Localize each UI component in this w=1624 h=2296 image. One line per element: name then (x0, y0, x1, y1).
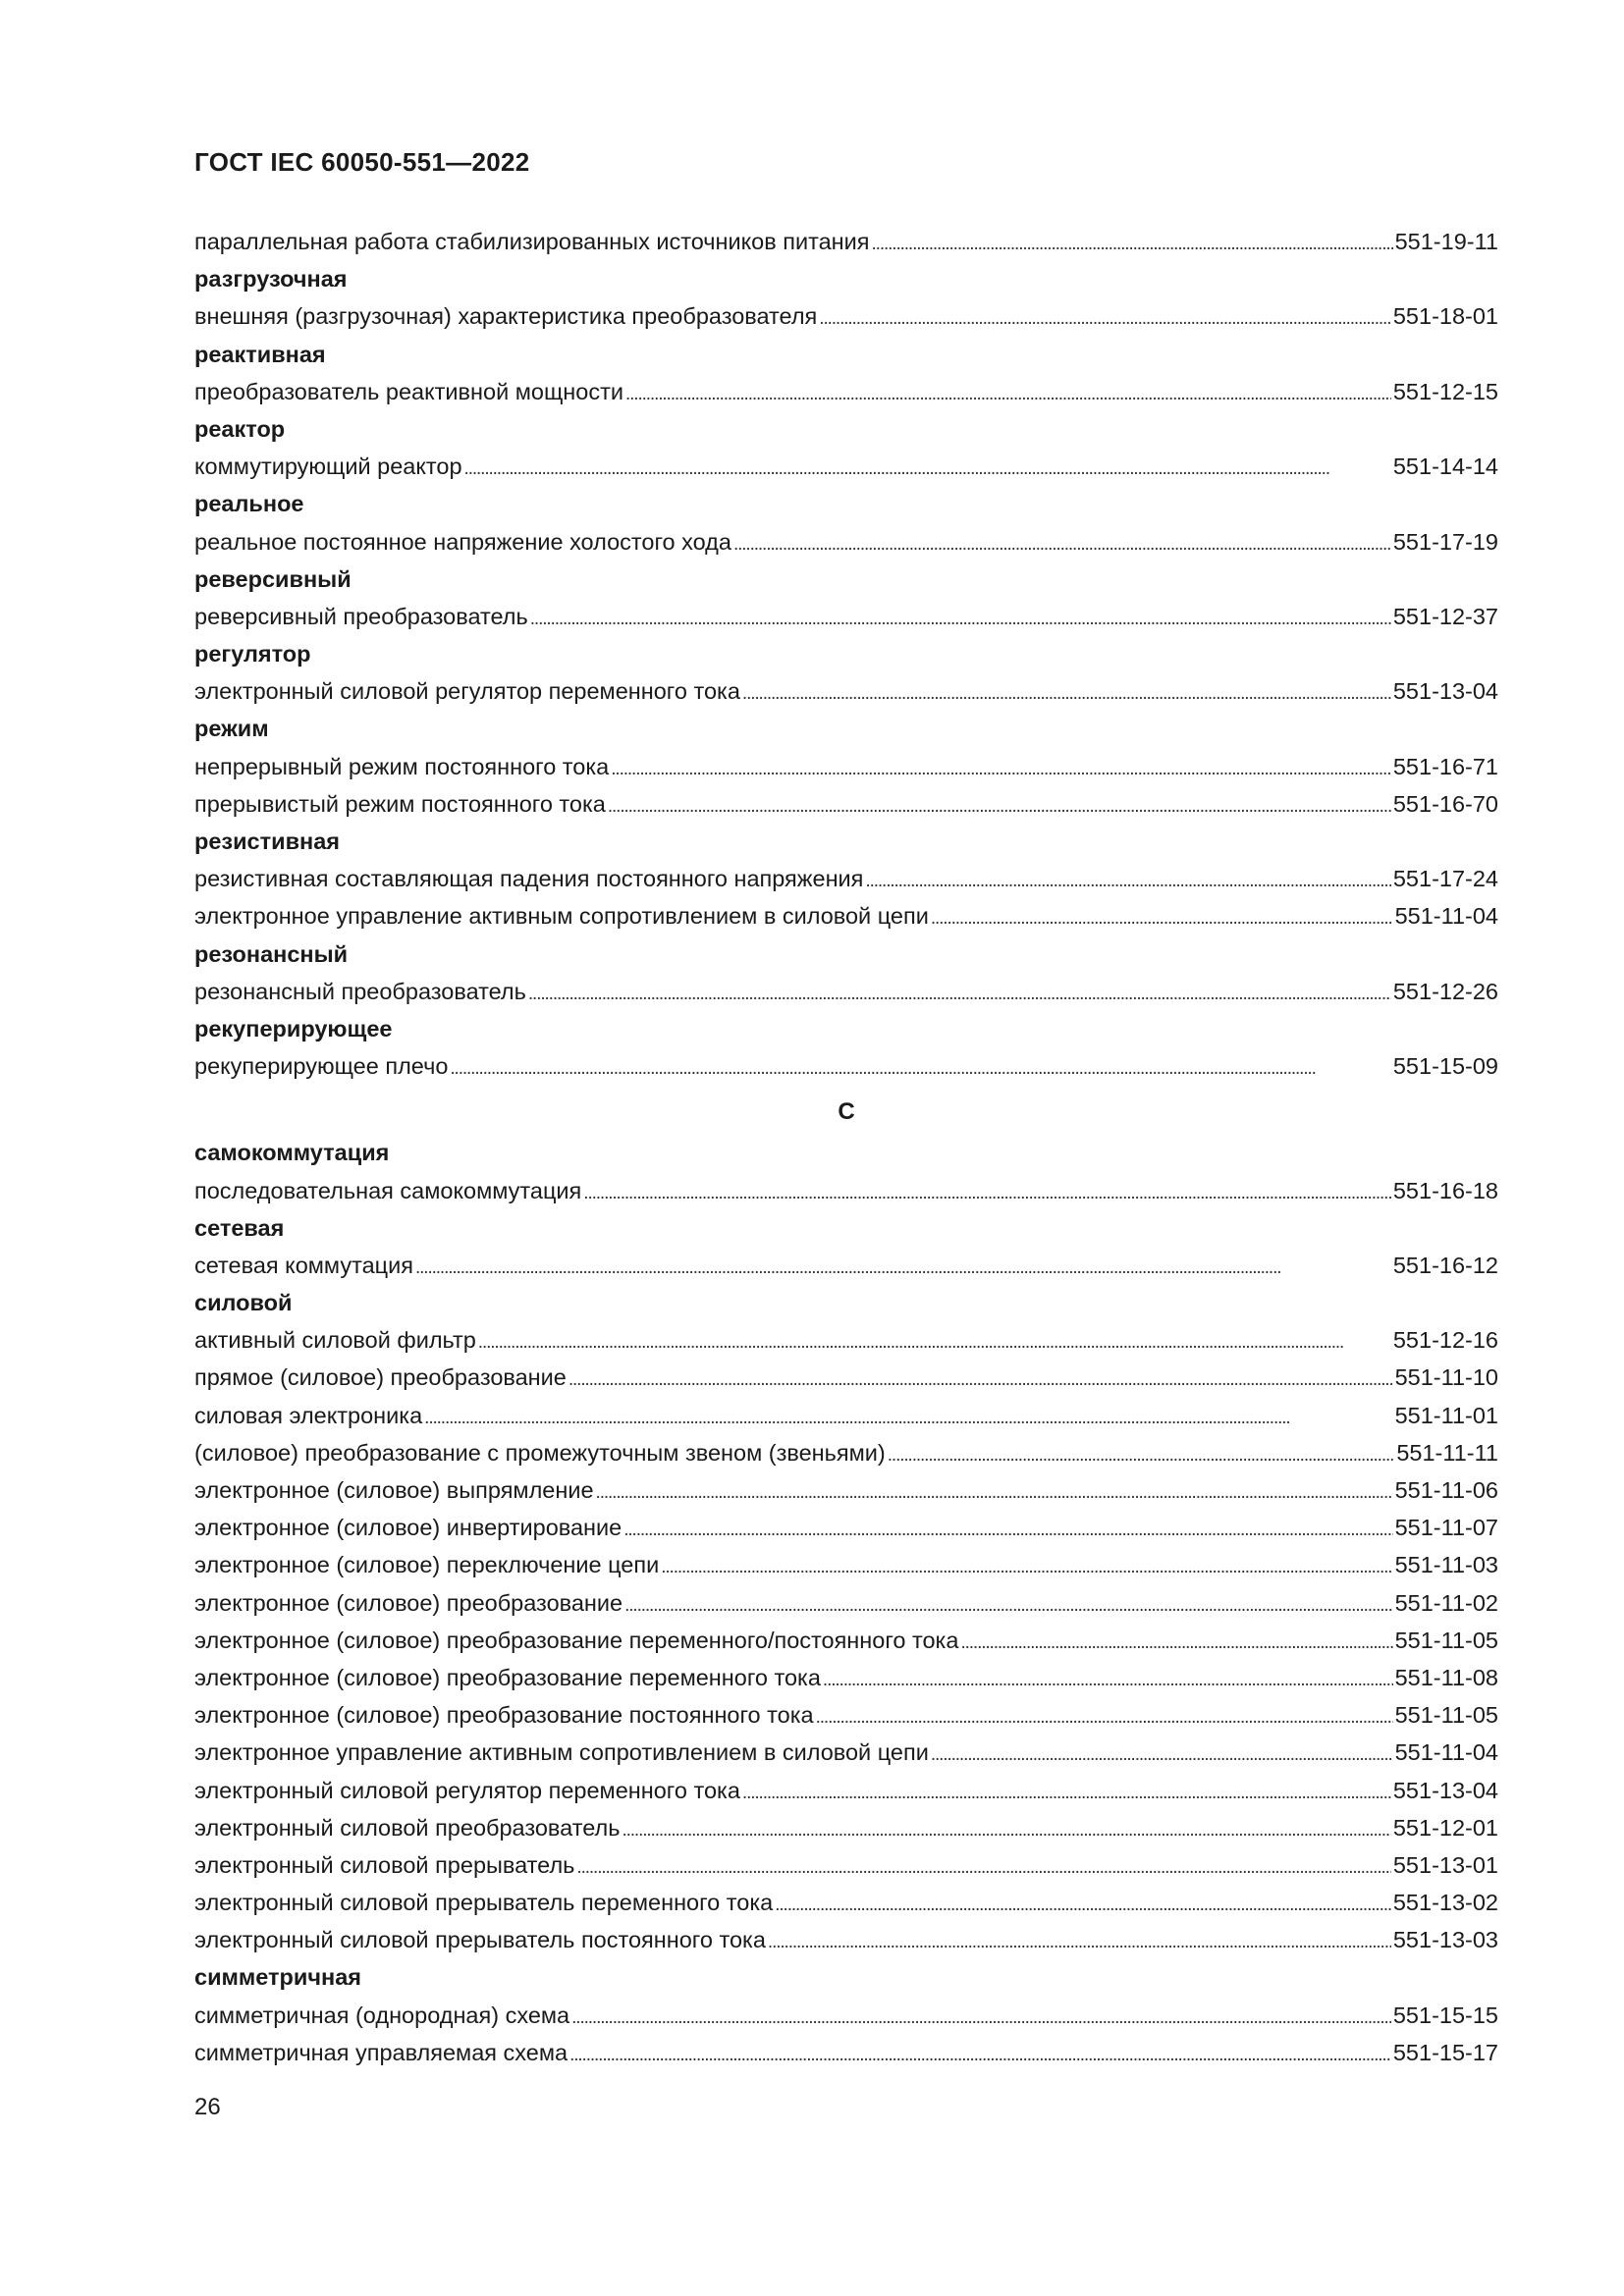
index-group-heading: сетевая (194, 1214, 285, 1241)
index-entry-reference: 551-19-11 (1394, 229, 1498, 254)
dot-leader (478, 1321, 1391, 1362)
index-entry-term: электронный силовой прерыватель постоянного тока (194, 1927, 766, 1953)
dot-leader (931, 897, 1393, 937)
index-entry-reference: 551-12-37 (1392, 603, 1498, 629)
index-entry-term: электронный силовой прерыватель (194, 1851, 575, 1878)
index-entry (194, 1172, 1498, 1209)
index-group-heading: реальное (194, 491, 304, 517)
dot-leader (464, 448, 1391, 488)
index-entry (194, 448, 1498, 485)
index-entry-term: электронное управление активным сопротивлением в силовой цепи (194, 903, 929, 930)
index-entry-reference: 551-17-24 (1392, 866, 1498, 892)
dot-leader (931, 1734, 1393, 1774)
dot-leader (415, 1247, 1391, 1287)
index-entry-term: последовательная самокоммутация (194, 1177, 582, 1203)
index-entry-reference: 551-16-12 (1392, 1252, 1498, 1278)
index-entry-reference: 551-11-01 (1394, 1402, 1498, 1428)
index-entry (194, 973, 1498, 1010)
index-entry (194, 1047, 1498, 1085)
index-group-heading: регулятор (194, 641, 311, 667)
index-entry (194, 1659, 1498, 1696)
dot-leader (623, 1509, 1392, 1549)
index-entry-reference: 551-16-70 (1392, 790, 1498, 817)
dot-leader (530, 598, 1391, 638)
index-entry (194, 785, 1498, 823)
index-entry (194, 1509, 1498, 1546)
dot-leader (733, 523, 1391, 563)
index-group-heading: реактивная (194, 341, 326, 367)
page-number: 26 (194, 2094, 221, 2120)
index-entry-reference: 551-16-71 (1392, 753, 1498, 779)
index-group-heading: рекуперирующее (194, 1015, 393, 1041)
index-entry-term: силовая электроника (194, 1402, 423, 1428)
index-entry-term: электронное (силовое) преобразование (194, 1589, 623, 1616)
index-group-heading: реактор (194, 415, 286, 442)
index-entry (194, 1434, 1498, 1471)
dot-leader (661, 1546, 1392, 1586)
index-entry-term: активный силовой фильтр (194, 1327, 476, 1354)
index-entry-reference: 551-12-26 (1392, 978, 1498, 1004)
index-entry-reference: 551-15-15 (1392, 2002, 1498, 2028)
index-entry-reference: 551-13-01 (1392, 1851, 1498, 1878)
index-entry (194, 223, 1498, 260)
index-entry-term: резистивная составляющая падения постоянного напряжения (194, 866, 864, 892)
index-entry-reference: 551-13-04 (1392, 678, 1498, 705)
index-entry (194, 672, 1498, 710)
dot-leader (569, 2034, 1391, 2074)
dot-leader (872, 223, 1393, 263)
index-entry-term: электронное (силовое) преобразование переменного тока (194, 1664, 821, 1690)
index-entry-reference: 551-11-11 (1396, 1439, 1498, 1466)
index-entry-term: электронный силовой преобразователь (194, 1814, 621, 1841)
index-entry-reference: 551-11-05 (1394, 1627, 1498, 1653)
index-entry-reference: 551-14-14 (1392, 454, 1498, 480)
index-entry-term: непрерывный режим постоянного тока (194, 753, 610, 779)
dot-leader (625, 373, 1391, 413)
index-entry-term: преобразователь реактивной мощности (194, 378, 623, 404)
index-entry (194, 1471, 1498, 1509)
dot-leader (596, 1471, 1393, 1512)
index-entry-reference: 551-13-03 (1392, 1927, 1498, 1953)
index-entry-term: электронное (силовое) выпрямление (194, 1477, 594, 1503)
index-entry-reference: 551-11-06 (1394, 1477, 1498, 1503)
index-entry (194, 1997, 1498, 2034)
index-entry (194, 1772, 1498, 1809)
dot-leader (888, 1434, 1395, 1474)
index-entry-term: электронный силовой регулятор переменного тока (194, 1777, 740, 1803)
dot-leader (571, 1997, 1391, 2037)
index-entry-reference: 551-18-01 (1392, 303, 1498, 330)
document-header: ГОСТ IEC 60050-551—2022 (194, 147, 530, 177)
index-entry-term: электронный силовой регулятор переменного тока (194, 678, 740, 705)
index-entry-reference: 551-15-09 (1392, 1053, 1498, 1080)
index-entry (194, 1359, 1498, 1396)
index-entry-term: электронное (силовое) преобразование постоянного тока (194, 1702, 814, 1729)
index-entry (194, 1321, 1498, 1359)
index-entry-reference: 551-11-07 (1394, 1515, 1498, 1541)
index-entry (194, 523, 1498, 561)
dot-leader (742, 672, 1391, 713)
index-entry-reference: 551-12-16 (1392, 1327, 1498, 1354)
index-entry-term: электронный силовой прерыватель переменного тока (194, 1890, 774, 1916)
dot-leader (742, 1772, 1391, 1812)
dot-leader (424, 1397, 1392, 1437)
index-entry (194, 860, 1498, 897)
dot-leader (611, 748, 1391, 788)
index-entry-term: внешняя (разгрузочная) характеристика преобразователя (194, 303, 818, 330)
index-entry (194, 598, 1498, 635)
section-letter: С (838, 1098, 855, 1126)
index-entry-reference: 551-13-04 (1392, 1777, 1498, 1803)
index-group-heading: резонансный (194, 940, 349, 967)
dot-leader (960, 1622, 1392, 1662)
index-entry (194, 1584, 1498, 1622)
index-entry (194, 1884, 1498, 1921)
index-entry-reference: 551-11-05 (1394, 1702, 1498, 1729)
index-entry-term: прерывистый режим постоянного тока (194, 790, 606, 817)
dot-leader (450, 1047, 1390, 1088)
index-entry-reference: 551-11-08 (1394, 1664, 1498, 1690)
index-group-heading: самокоммутация (194, 1140, 390, 1166)
dot-leader (624, 1584, 1392, 1625)
index-entry-term: электронное (силовое) инвертирование (194, 1515, 623, 1541)
index-entry (194, 748, 1498, 785)
index-entry-reference: 551-15-17 (1392, 2039, 1498, 2065)
index-entry-reference: 551-16-18 (1392, 1177, 1498, 1203)
index-group-heading: разгрузочная (194, 266, 348, 293)
index-entry (194, 1809, 1498, 1846)
dot-leader (768, 1921, 1391, 1961)
index-entry-term: электронное (силовое) преобразование переменного/постоянного тока (194, 1627, 959, 1653)
index-entry-term: электронное (силовое) переключение цепи (194, 1552, 660, 1578)
index-entry (194, 2034, 1498, 2071)
index-entry (194, 1734, 1498, 1771)
dot-leader (816, 1696, 1393, 1736)
dot-leader (622, 1809, 1390, 1849)
term-index (194, 223, 1498, 2071)
dot-leader (576, 1846, 1390, 1887)
index-group-heading: симметричная (194, 1964, 361, 1991)
index-entry-reference: 551-11-02 (1394, 1589, 1498, 1616)
index-entry-term: (силовое) преобразование с промежуточным звеном (звеньями) (194, 1439, 886, 1466)
index-entry-reference: 551-12-15 (1392, 378, 1498, 404)
index-entry-term: симметричная (однородная) схема (194, 2002, 570, 2028)
index-entry (194, 1846, 1498, 1884)
index-entry-reference: 551-11-04 (1394, 903, 1498, 930)
index-entry (194, 1546, 1498, 1583)
index-entry (194, 1622, 1498, 1659)
index-entry (194, 1247, 1498, 1284)
dot-leader (583, 1172, 1391, 1212)
index-entry-reference: 551-11-04 (1394, 1739, 1498, 1766)
index-entry-reference: 551-13-02 (1392, 1890, 1498, 1916)
index-group-heading: режим (194, 716, 269, 742)
index-entry-reference: 551-17-19 (1392, 528, 1498, 555)
dot-leader (775, 1884, 1391, 1924)
index-entry (194, 1696, 1498, 1734)
index-entry-term: электронное управление активным сопротивлением в силовой цепи (194, 1739, 929, 1766)
index-entry (194, 897, 1498, 934)
index-entry-term: реальное постоянное напряжение холостого хода (194, 528, 731, 555)
index-entry (194, 1397, 1498, 1434)
index-entry-reference: 551-11-03 (1394, 1552, 1498, 1578)
index-entry-reference: 551-11-10 (1394, 1364, 1498, 1391)
dot-leader (819, 297, 1391, 338)
dot-leader (568, 1359, 1393, 1399)
index-group-heading: силовой (194, 1290, 293, 1316)
index-entry-term: симметричная управляемая схема (194, 2039, 568, 2065)
index-group-heading: реверсивный (194, 565, 352, 592)
dot-leader (528, 973, 1391, 1013)
index-entry (194, 1921, 1498, 1958)
index-entry-term: сетевая коммутация (194, 1252, 413, 1278)
dot-leader (608, 785, 1391, 826)
index-entry-term: коммутирующий реактор (194, 454, 462, 480)
dot-leader (823, 1659, 1393, 1699)
index-entry-term: параллельная работа стабилизированных источников питания (194, 229, 870, 254)
index-group-heading: резистивная (194, 828, 340, 854)
index-entry-reference: 551-12-01 (1392, 1814, 1498, 1841)
index-entry (194, 373, 1498, 410)
dot-leader (865, 860, 1390, 900)
index-entry-term: прямое (силовое) преобразование (194, 1364, 567, 1391)
index-entry (194, 297, 1498, 335)
index-entry-term: реверсивный преобразователь (194, 603, 528, 629)
index-entry-term: резонансный преобразователь (194, 978, 526, 1004)
index-entry-term: рекуперирующее плечо (194, 1053, 449, 1080)
